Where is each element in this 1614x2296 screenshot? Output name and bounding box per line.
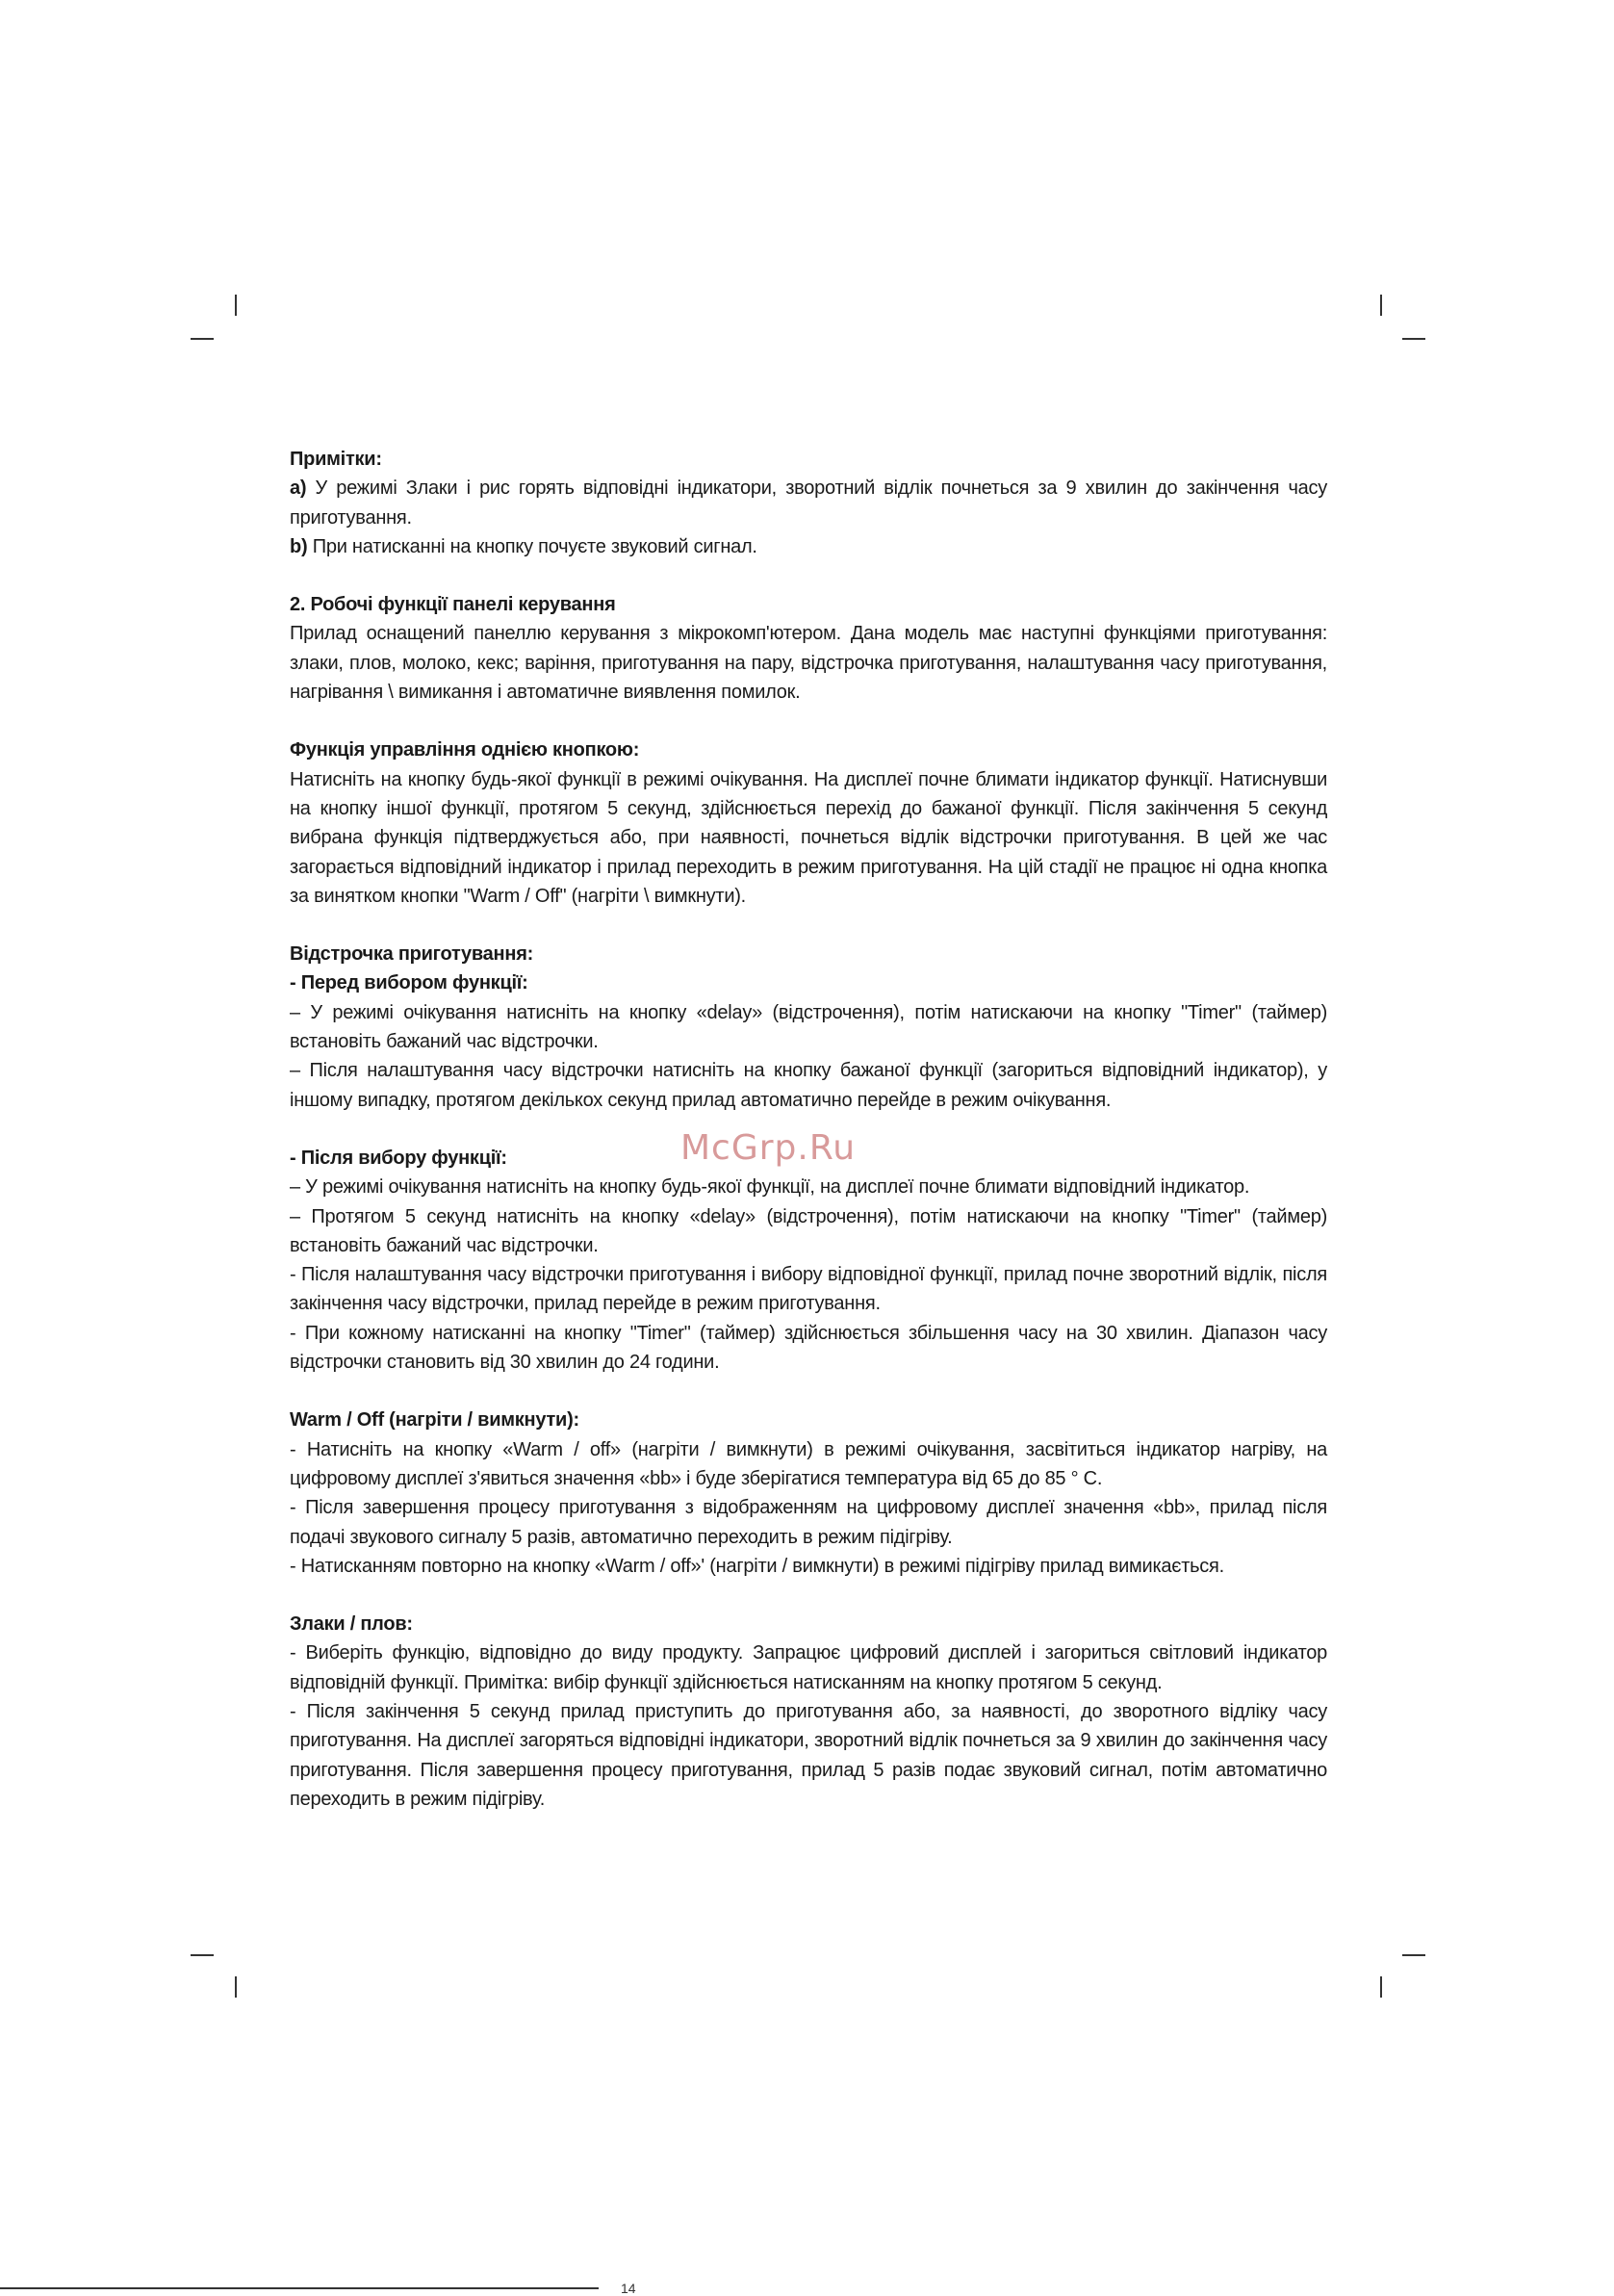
crop-mark-bottom-left-vertical — [235, 1976, 237, 1998]
page-number: 14 — [621, 2281, 636, 2296]
section2-text: Прилад оснащений панеллю керування з мікрокомп'ютером. Дана модель має наступні функціями приготування: злаки, плов, молоко, кекс; варіння, приготування на пару, відстрочка приготування, налаштування часу приготування, нагрівання \ вимикання і автоматичне виявлення помилок. — [290, 623, 1327, 704]
crop-mark-top-right-horizontal — [1402, 338, 1425, 340]
delay-after-item: - При кожному натисканні на кнопку "Timer" (таймер) здійснюється збільшення часу на 30 хвилин. Діапазон часу відстрочки становить від 30 хвилин до 24 години. — [290, 1322, 1327, 1374]
watermark: McGrp.Ru — [680, 1128, 857, 1168]
warm-item: - Натисканням повторно на кнопку «Warm / off»' (нагріти / вимкнути) в режимі підігріву прилад вимикається. — [290, 1555, 1224, 1577]
grains-item: - Виберіть функцію, відповідно до виду продукту. Запрацює цифровий дисплей і загориться світловий індикатор відповідній функції. Примітка: вибір функції здійснюється натисканням на кнопку протягом 5 секунд. — [290, 1642, 1327, 1693]
note-a-text: У режимі Злаки і рис горять відповідні індикатори, зворотний відлік почнеться за 9 хвилин до закінчення часу приготування. — [290, 477, 1327, 529]
warm-item: - Натисніть на кнопку «Warm / off» (нагріти / вимкнути) в режимі очікування, засвітиться індикатор нагріву, на цифровому дисплеї з'явиться значення «bb» і буде зберігатися температура від 65 до 85 ° С. — [290, 1438, 1327, 1489]
crop-mark-top-right-vertical — [1380, 295, 1382, 316]
crop-mark-top-left-vertical — [235, 295, 237, 316]
note-b — [290, 532, 1327, 561]
note-b-label: b) — [290, 535, 308, 557]
crop-mark-top-left-horizontal — [191, 338, 214, 340]
warm-title: Warm / Off (нагріти / вимкнути): — [290, 1409, 579, 1432]
delay-before-item: – У режимі очікування натисніть на кнопку «delay» (відстрочення), потім натискаючи на кнопку "Timer" (таймер) встановіть бажаний час відстрочки. — [290, 1001, 1327, 1053]
notes-title: Примітки: — [290, 449, 382, 470]
note-a-label: а) — [290, 477, 307, 500]
delay-before-title: - Перед вибором функції: — [290, 972, 528, 994]
grains-item: - Після закінчення 5 секунд прилад приступить до приготування або, за наявності, до зворотного відліку часу приготування. На дисплеї загоряться відповідні індикатори, зворотний відлік почнеться за 9 хвилин до закінчення часу приготування. Після завершення процесу приготування, прилад 5 разів подає звуковий сигнал, потім автоматично переходить в режим підігріву. — [290, 1700, 1327, 1810]
delay-before-item: – Після налаштування часу відстрочки натисніть на кнопку бажаної функції (загориться відповідний індикатор), у іншому випадку, протягом декількох секунд прилад автоматично перейде в режим очікування. — [290, 1060, 1327, 1111]
note-b-text: При натисканні на кнопку почуєте звуковий сигнал. — [307, 535, 757, 557]
crop-mark-bottom-right-vertical — [1380, 1976, 1382, 1998]
section2-title: 2. Робочі функції панелі керування — [290, 594, 616, 616]
footer-rule — [0, 2287, 599, 2289]
one-button-title: Функція управління однією кнопкою: — [290, 739, 640, 761]
delay-after-item: – У режимі очікування натисніть на кнопку будь-якої функції, на дисплеї почне блимати відповідний індикатор. — [290, 1176, 1250, 1199]
one-button-text: Натисніть на кнопку будь-якої функції в режимі очікування. На дисплеї почне блимати індикатор функції. Натиснувши на кнопку іншої функції, протягом 5 секунд, здійснюється перехід до бажаної функції. Після закінчення 5 секунд вибрана функція підтверджується або, при наявності, почнеться відлік відстрочки приготування. В цей же час загорається відповідний індикатор і прилад переходить в режим приготування. На цій стадії не працює ні одна кнопка за винятком кнопки "Warm / Off" (нагріти \ вимкнути). — [290, 768, 1327, 907]
crop-mark-bottom-left-horizontal — [191, 1954, 214, 1956]
delay-after-item: - Після налаштування часу відстрочки приготування і вибору відповідної функції, прилад почне зворотний відлік, після закінчення часу відстрочки, прилад перейде в режим приготування. — [290, 1264, 1327, 1315]
warm-item: - Після завершення процесу приготування з відображенням на цифровому дисплеї значення «bb», прилад після подачі звукового сигналу 5 разів, автоматично переходить в режим підігріву. — [290, 1497, 1327, 1548]
delay-after-item: – Протягом 5 секунд натисніть на кнопку «delay» (відстрочення), потім натискаючи на кнопку "Timer" (таймер) встановіть бажаний час відстрочки. — [290, 1205, 1327, 1256]
delay-title: Відстрочка приготування: — [290, 943, 534, 966]
note-a — [290, 474, 1327, 532]
crop-mark-bottom-right-horizontal — [1402, 1954, 1425, 1956]
delay-after-title: - Після вибору функції: — [290, 1147, 507, 1169]
grains-title: Злаки / плов: — [290, 1613, 413, 1636]
